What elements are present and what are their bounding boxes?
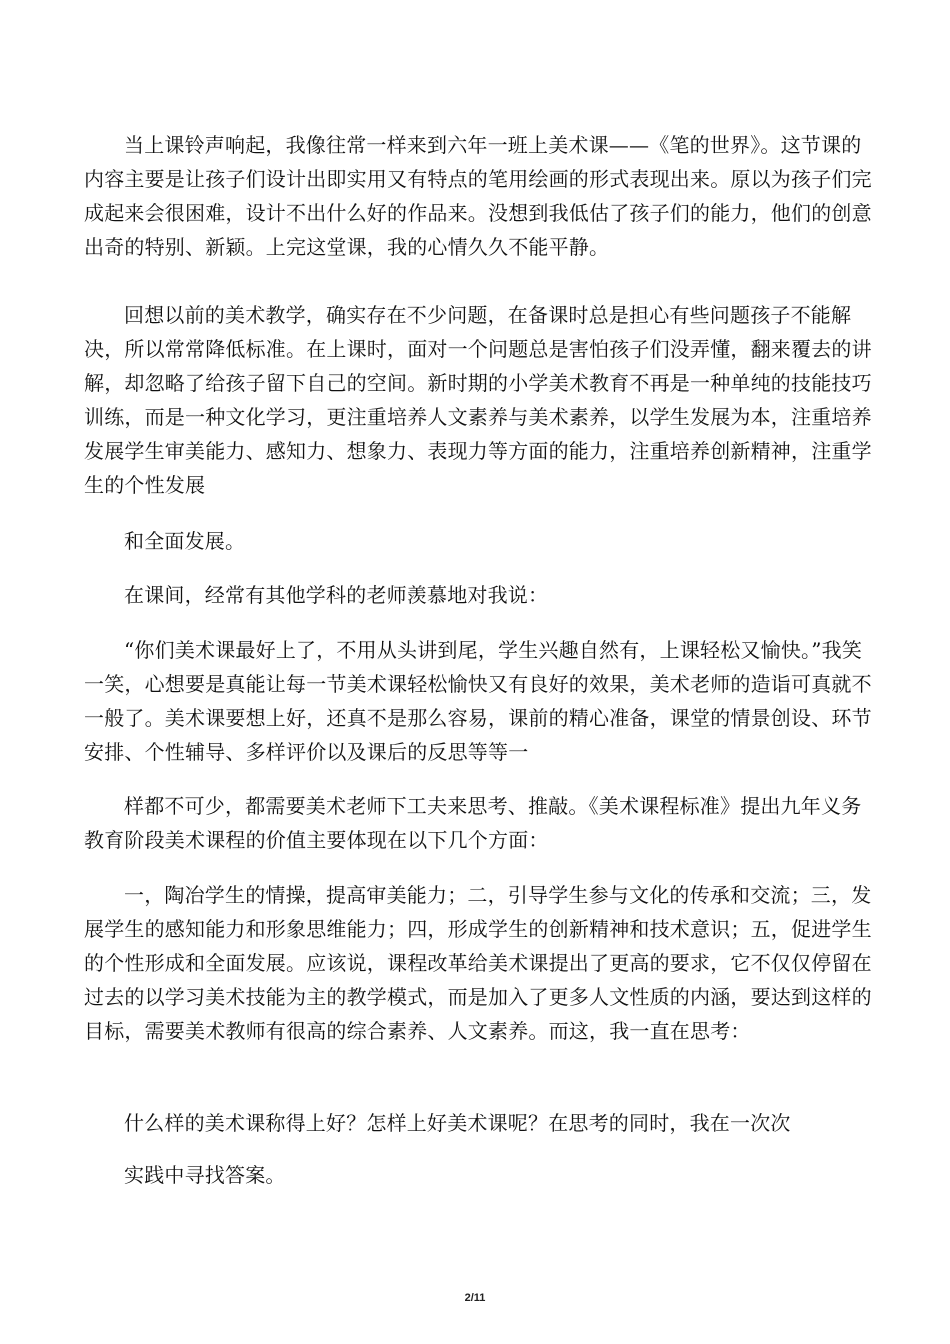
- paragraph-3: 和全面发展。: [124, 529, 246, 553]
- paragraph-5: “你们美术课最好上了，不用从头讲到尾，学生兴趣自然有，上课轻松又愉快。”我笑一笑，心想要是真能让每一节美术课轻松愉快又有良好的效果，美术老师的造诣可真就不一般了。美术课要想上好，还真不是那么容易，课前的精心准备，课堂的情景创设、环节安排、个性辅导、多样评价以及课后的反思等等一: [84, 638, 872, 764]
- paragraph-4: 在课间，经常有其他学科的老师羡慕地对我说：: [124, 583, 549, 607]
- paragraph-9: 实践中寻找答案。: [124, 1163, 286, 1187]
- paragraph-2: 回想以前的美术教学，确实存在不少问题，在备课时总是担心有些问题孩子不能解决，所以常常降低标准。在上课时，面对一个问题总是害怕孩子们没弄懂，翻来覆去的讲解，却忽略了给孩子留下自己的空间。新时期的小学美术教育不再是一种单纯的技能技巧训练，而是一种文化学习，更注重培养人文素养与美术素养，以学生发展为本，注重培养发展学生审美能力、感知力、想象力、表现力等方面的能力，注重培养创新精神，注重学生的个性发展: [84, 303, 872, 497]
- paragraph-7: 一，陶冶学生的情操，提高审美能力；二，引导学生参与文化的传承和交流；三，发展学生的感知能力和形象思维能力；四，形成学生的创新精神和技术意识；五，促进学生的个性形成和全面发展。应该说，课程改革给美术课提出了更高的要求，它不仅仅停留在过去的以学习美术技能为主的教学模式，而是加入了更多人文性质的内涵，要达到这样的目标，需要美术教师有很高的综合素养、人文素养。而这，我一直在思考：: [84, 883, 872, 1043]
- paragraph-1: 当上课铃声响起，我像往常一样来到六年一班上美术课——《笔的世界》。这节课的内容主要是让孩子们设计出即实用又有特点的笔用绘画的形式表现出来。原以为孩子们完成起来会很困难，设计不出什么好的作品来。没想到我低估了孩子们的能力，他们的创意出奇的特别、新颖。上完这堂课，我的心情久久不能平静。: [84, 133, 872, 259]
- paragraph-8: 什么样的美术课称得上好？怎样上好美术课呢？在思考的同时，我在一次次: [124, 1111, 791, 1135]
- paragraph-6: 样都不可少，都需要美术老师下工夫来思考、推敲。《美术课程标准》提出九年义务教育阶段美术课程的价值主要体现在以下几个方面：: [84, 794, 862, 852]
- page-number: 2/11: [464, 1292, 486, 1304]
